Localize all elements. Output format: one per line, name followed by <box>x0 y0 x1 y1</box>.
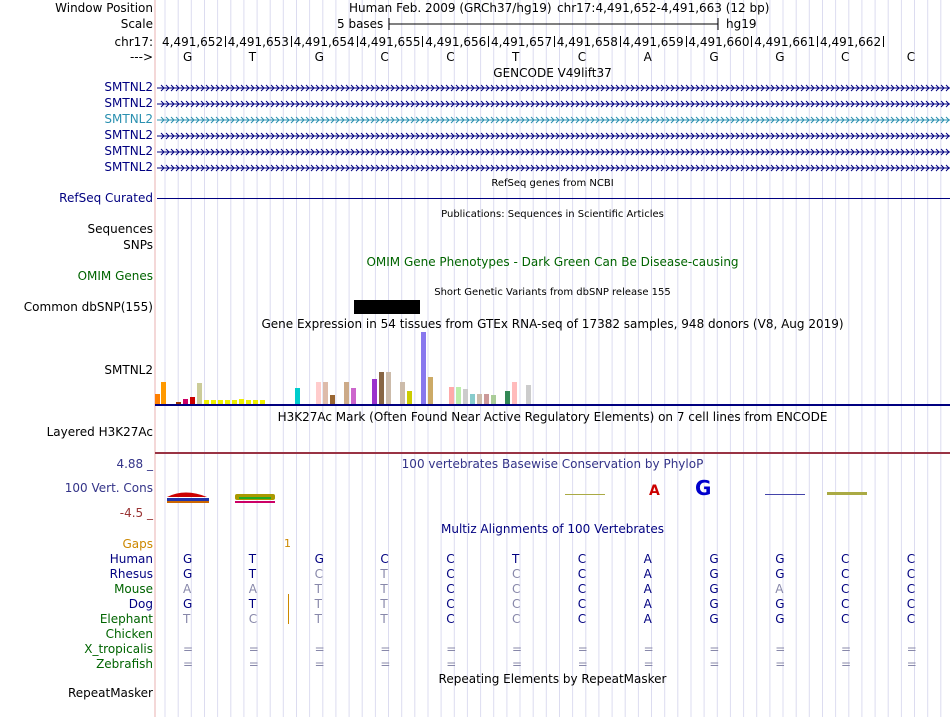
gtex-bar[interactable] <box>344 382 349 404</box>
gencode-gene-line[interactable] <box>157 99 950 109</box>
gtex-gene-label[interactable]: SMTNL2 <box>104 363 153 377</box>
base-letter: C <box>577 50 587 64</box>
alignment-base: C <box>512 582 521 596</box>
gencode-gene-line[interactable] <box>157 163 950 173</box>
alignment-base: = <box>248 642 259 656</box>
alignment-base: C <box>841 552 850 566</box>
alignment-base: = <box>775 642 786 656</box>
alignment-base: C <box>577 582 587 596</box>
ruler-tick <box>817 36 818 47</box>
cons-logo-mark <box>167 501 209 503</box>
gencode-gene-label[interactable]: SMTNL2 <box>104 160 153 174</box>
snps-label[interactable]: SNPs <box>123 238 153 252</box>
position-text: chr17:4,491,652-4,491,663 (12 bp) <box>557 1 770 15</box>
cons-logo-letter: A <box>649 483 660 499</box>
cons-min-label: -4.5 _ <box>119 506 153 520</box>
species-label[interactable]: Chicken <box>105 627 153 641</box>
alignment-base: = <box>906 642 917 656</box>
refseq-label[interactable]: RefSeq Curated <box>59 191 153 205</box>
species-label[interactable]: Zebrafish <box>96 657 153 671</box>
alignment-base: G <box>709 612 719 626</box>
dbsnp-title: Short Genetic Variants from dbSNP release 155 <box>434 287 671 298</box>
ruler-tick <box>751 36 752 47</box>
alignment-base: = <box>446 657 457 671</box>
base-letter: G <box>183 50 193 64</box>
alignment-base: G <box>709 597 719 611</box>
species-label[interactable]: Dog <box>128 597 153 611</box>
ruler-tick <box>554 36 555 47</box>
alignment-base: T <box>380 567 388 581</box>
ruler-tick <box>686 36 687 47</box>
gencode-gene-line[interactable] <box>157 115 950 125</box>
gtex-bar[interactable] <box>400 382 405 404</box>
gencode-gene-label[interactable]: SMTNL2 <box>104 144 153 158</box>
gap-marker <box>288 594 289 624</box>
gaps-label: Gaps <box>122 537 153 551</box>
scale-bar <box>388 17 723 31</box>
alignment-base: = <box>248 657 259 671</box>
ruler-tick-label: 4,491,659 <box>622 35 684 49</box>
assembly-text: Human Feb. 2009 (GRCh37/hg19) <box>349 1 552 15</box>
ruler-tick-label: 4,491,655 <box>359 35 421 49</box>
alignment-base: = <box>183 657 194 671</box>
species-label[interactable]: Rhesus <box>109 567 153 581</box>
strand-label: ---> <box>129 50 153 64</box>
gencode-gene-label[interactable]: SMTNL2 <box>104 80 153 94</box>
ruler-tick-label: 4,491,652 <box>162 35 224 49</box>
alignment-base: C <box>314 567 323 581</box>
alignment-base: A <box>643 552 652 566</box>
cons-logo-mark <box>239 497 271 499</box>
base-letter: T <box>512 50 520 64</box>
alignment-base: T <box>380 612 388 626</box>
ruler-tick-label: 4,491,661 <box>754 35 816 49</box>
alignment-base: C <box>446 597 455 611</box>
alignment-base: C <box>577 567 587 581</box>
repeatmasker-title: Repeating Elements by RepeatMasker <box>438 672 667 686</box>
repeatmasker-label[interactable]: RepeatMasker <box>67 686 153 700</box>
alignment-base: = <box>643 657 654 671</box>
alignment-base: A <box>643 597 652 611</box>
alignment-base: G <box>183 597 193 611</box>
species-label[interactable]: Mouse <box>114 582 153 596</box>
alignment-base: G <box>709 567 719 581</box>
alignment-base: = <box>841 642 852 656</box>
alignment-base: = <box>775 657 786 671</box>
cons-logo-track[interactable] <box>155 478 950 508</box>
gencode-gene-line[interactable] <box>157 131 950 141</box>
cons-logo-mark <box>167 493 207 498</box>
alignment-base: C <box>446 567 455 581</box>
alignment-base: = <box>906 657 917 671</box>
ruler-tick-label: 4,491,658 <box>556 35 618 49</box>
gtex-bar[interactable] <box>470 394 475 404</box>
alignment-base: T <box>314 597 322 611</box>
cons-title: 100 vertebrates Basewise Conservation by PhyloP <box>401 457 704 471</box>
alignment-base: = <box>709 657 720 671</box>
alignment-base: T <box>248 597 257 611</box>
scale-label: Scale <box>120 17 153 31</box>
species-label[interactable]: Elephant <box>99 612 153 626</box>
refseq-gene-line[interactable] <box>157 198 950 199</box>
gtex-bar[interactable] <box>477 394 482 404</box>
base-letter: G <box>775 50 785 64</box>
alignment-base: C <box>841 597 850 611</box>
alignment-base: = <box>643 642 654 656</box>
alignment-base: = <box>380 642 391 656</box>
refseq-title: RefSeq genes from NCBI <box>491 178 614 189</box>
base-letter: T <box>248 50 257 64</box>
cons-label[interactable]: 100 Vert. Cons <box>64 481 153 495</box>
gtex-bar[interactable] <box>323 382 328 404</box>
alignment-base: C <box>446 612 455 626</box>
alignment-base: A <box>775 582 784 596</box>
species-label[interactable]: Human <box>109 552 153 566</box>
alignment-base: C <box>906 567 916 581</box>
window-position-label: Window Position <box>55 1 153 15</box>
base-letter: A <box>643 50 652 64</box>
dbsnp-label[interactable]: Common dbSNP(155) <box>23 300 153 314</box>
ruler-tick <box>488 36 489 47</box>
alignment-base: C <box>577 597 587 611</box>
gtex-bar[interactable] <box>379 372 384 404</box>
gtex-expression-bars[interactable] <box>155 330 950 406</box>
ruler-tick <box>225 36 226 47</box>
alignment-base: C <box>512 612 521 626</box>
alignment-base: = <box>446 642 457 656</box>
h3k27ac-label[interactable]: Layered H3K27Ac <box>46 425 153 439</box>
ruler-tick <box>422 36 423 47</box>
alignment-base: = <box>314 657 325 671</box>
gtex-bar[interactable] <box>316 382 321 404</box>
species-label[interactable]: X_tropicalis <box>84 642 153 656</box>
gencode-title: GENCODE V49lift37 <box>493 66 612 80</box>
gtex-bar[interactable] <box>512 382 517 404</box>
ruler-tick <box>883 36 884 47</box>
cons-logo-mark <box>565 494 605 495</box>
alignment-base: G <box>775 567 785 581</box>
alignment-base: G <box>775 552 785 566</box>
gtex-bar[interactable] <box>449 387 454 404</box>
ruler-tick-label: 4,491,653 <box>227 35 289 49</box>
alignment-base: C <box>906 612 916 626</box>
gtex-bar[interactable] <box>463 389 468 404</box>
alignment-base: A <box>643 567 652 581</box>
base-letter: G <box>314 50 324 64</box>
gtex-gene-line <box>155 404 950 406</box>
alignment-base: C <box>577 612 587 626</box>
base-letter: C <box>446 50 455 64</box>
alignment-base: C <box>380 552 389 566</box>
base-letter: G <box>709 50 719 64</box>
alignment-base: C <box>577 552 587 566</box>
alignment-base: A <box>643 612 652 626</box>
alignment-base: = <box>380 657 391 671</box>
ruler-tick-label: 4,491,654 <box>293 35 355 49</box>
gtex-bar[interactable] <box>421 332 426 404</box>
gtex-bar[interactable] <box>197 383 202 404</box>
alignment-base: A <box>183 582 192 596</box>
alignment-base: T <box>380 582 388 596</box>
gtex-bar[interactable] <box>386 372 391 404</box>
gtex-bar[interactable] <box>372 379 377 404</box>
alignment-base: A <box>248 582 258 596</box>
ruler-tick <box>357 36 358 47</box>
gtex-bar[interactable] <box>428 377 433 404</box>
cons-logo-mark <box>827 492 867 495</box>
ruler-tick <box>620 36 621 47</box>
gtex-bar[interactable] <box>295 388 300 404</box>
gaps-value: 1 <box>284 537 291 550</box>
alignment-base: A <box>643 582 652 596</box>
multiz-title: Multiz Alignments of 100 Vertebrates <box>440 522 665 536</box>
alignment-base: C <box>906 597 916 611</box>
alignment-base: C <box>906 582 916 596</box>
publications-title: Publications: Sequences in Scientific Articles <box>441 209 664 220</box>
alignment-base: C <box>906 552 916 566</box>
cons-logo-letter: G <box>695 478 712 500</box>
alignment-base: = <box>314 642 325 656</box>
alignment-base: G <box>709 582 719 596</box>
gtex-bar[interactable] <box>155 394 160 404</box>
alignment-base: = <box>841 657 852 671</box>
gtex-title: Gene Expression in 54 tissues from GTEx RNA-seq of 17382 samples, 948 donors (V8, Aug 2019) <box>261 317 844 331</box>
alignment-base: = <box>512 657 523 671</box>
gtex-bar[interactable] <box>407 391 412 404</box>
scale-assembly: hg19 <box>726 17 757 31</box>
gtex-bar[interactable] <box>484 394 489 404</box>
gtex-bar[interactable] <box>161 382 166 404</box>
alignment-base: C <box>446 582 455 596</box>
dbsnp-variant-block[interactable] <box>354 300 420 314</box>
sequences-label[interactable]: Sequences <box>87 222 153 236</box>
alignment-base: T <box>512 552 520 566</box>
alignment-base: C <box>512 597 521 611</box>
alignment-base: C <box>446 552 455 566</box>
cons-logo-mark <box>235 501 275 503</box>
alignment-base: T <box>183 612 191 626</box>
alignment-base: T <box>248 552 257 566</box>
alignment-base: G <box>775 597 785 611</box>
chrom-label: chr17: <box>114 35 153 49</box>
alignment-base: C <box>841 612 850 626</box>
ruler-tick-label: 4,491,656 <box>425 35 487 49</box>
scale-text: 5 bases <box>337 17 384 31</box>
gtex-bar[interactable] <box>190 397 195 404</box>
alignment-base: C <box>248 612 258 626</box>
gtex-bar[interactable] <box>456 387 461 404</box>
ruler-tick-label: 4,491,662 <box>820 35 882 49</box>
alignment-base: = <box>183 642 194 656</box>
gencode-gene-label[interactable]: SMTNL2 <box>104 112 153 126</box>
base-letter: C <box>906 50 916 64</box>
cons-logo-mark <box>765 494 805 495</box>
ruler-tick-label: 4,491,660 <box>688 35 750 49</box>
alignment-base: T <box>248 567 257 581</box>
h3k27ac-title: H3K27Ac Mark (Often Found Near Active Regulatory Elements) on 7 cell lines from ENCODE <box>277 410 828 424</box>
alignment-base: C <box>841 582 850 596</box>
alignment-base: = <box>577 657 588 671</box>
ruler-tick <box>291 36 292 47</box>
alignment-base: T <box>314 582 322 596</box>
omim-label[interactable]: OMIM Genes <box>77 269 153 283</box>
alignment-base: G <box>709 552 719 566</box>
gencode-gene-label[interactable]: SMTNL2 <box>104 128 153 142</box>
gencode-gene-line[interactable] <box>157 83 950 93</box>
cons-logo-mark <box>167 498 209 501</box>
gtex-bar[interactable] <box>491 395 496 404</box>
base-letter: C <box>841 50 850 64</box>
gtex-bar[interactable] <box>505 391 510 404</box>
alignment-base: = <box>709 642 720 656</box>
alignment-base: T <box>314 612 322 626</box>
alignment-base: G <box>314 552 324 566</box>
alignment-base: = <box>577 642 588 656</box>
ruler-tick-label: 4,491,657 <box>491 35 553 49</box>
alignment-base: C <box>512 567 521 581</box>
gencode-gene-label[interactable]: SMTNL2 <box>104 96 153 110</box>
alignment-base: = <box>512 642 523 656</box>
alignment-base: G <box>775 612 785 626</box>
alignment-base: T <box>380 597 388 611</box>
gencode-gene-line[interactable] <box>157 147 950 157</box>
alignment-base: G <box>183 552 193 566</box>
gtex-bar[interactable] <box>330 395 335 404</box>
cons-max-label: 4.88 _ <box>116 457 153 471</box>
base-letter: C <box>380 50 389 64</box>
alignment-base: C <box>841 567 850 581</box>
gtex-bar[interactable] <box>526 385 531 404</box>
h3k27ac-baseline <box>155 452 950 454</box>
alignment-base: G <box>183 567 193 581</box>
omim-title: OMIM Gene Phenotypes - Dark Green Can Be Disease-causing <box>366 255 739 269</box>
gtex-bar[interactable] <box>351 388 356 404</box>
